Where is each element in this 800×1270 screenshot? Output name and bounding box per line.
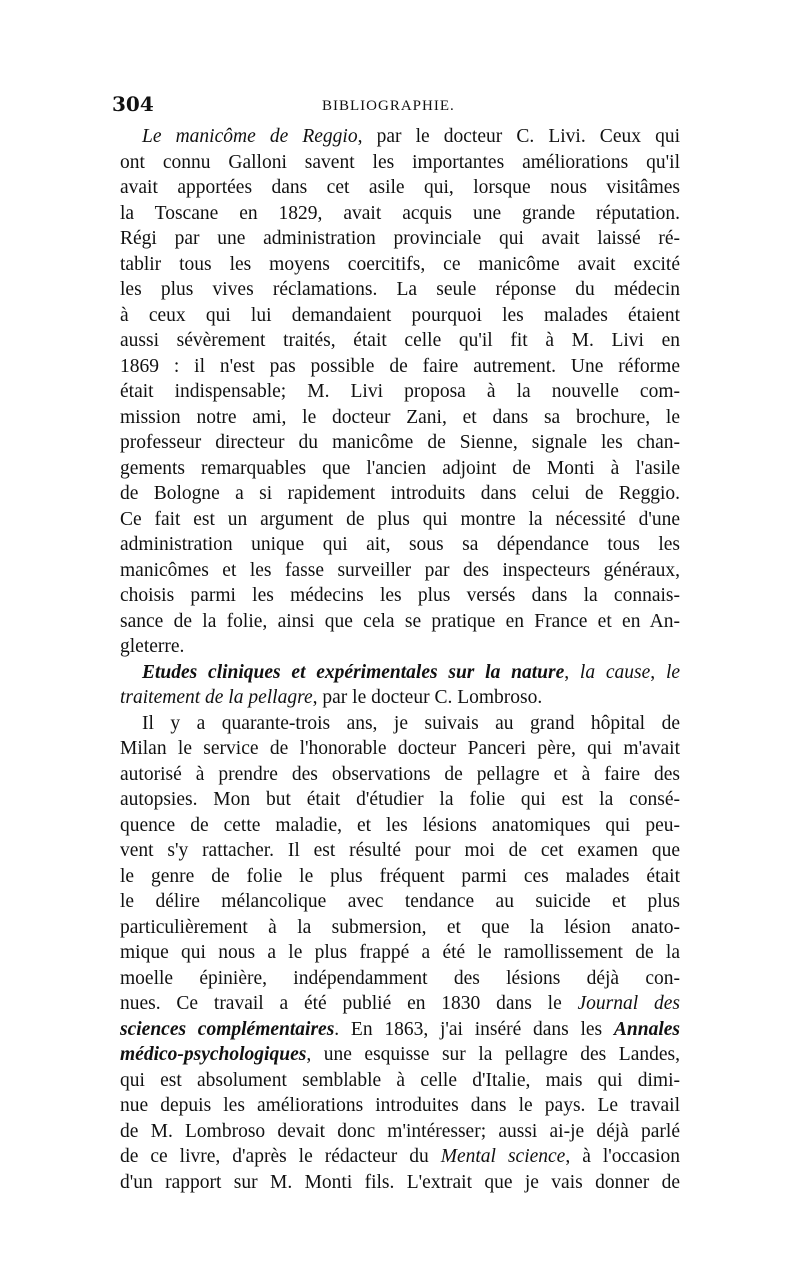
- text-line: manicômes et les fasse surveiller par des inspecteurs généraux,: [120, 559, 680, 581]
- text-span: ,: [650, 661, 666, 683]
- text-line: autopsies. Mon but était d'étudier la folie qui est la consé-: [120, 789, 680, 810]
- text-line: le genre de folie le plus fréquent parmi ces malades était: [120, 865, 680, 887]
- text-line: autorisé à prendre des observations de pellagre et à faire des: [120, 763, 680, 785]
- text-line: [120, 1042, 680, 1068]
- journal-title: sciences complémentaires: [120, 1018, 335, 1040]
- text-line: qui est absolument semblable à celle d'Italie, mais qui dimi-: [120, 1069, 680, 1091]
- text-line: les plus vives réclamations. La seule réponse du médecin: [120, 279, 680, 300]
- page-header: [112, 92, 682, 122]
- running-head: BIBLIOGRAPHIE.: [322, 98, 455, 114]
- text-line: tablir tous les moyens coercitifs, ce manicôme avait excité: [120, 253, 680, 275]
- text-line: était indispensable; M. Livi proposa à la nouvelle com-: [120, 381, 680, 402]
- text-span: , une esquisse sur la pellagre des Landes,: [306, 1044, 680, 1065]
- work-title: la cause: [579, 661, 651, 683]
- text-line: [120, 685, 680, 711]
- text-line: moelle épinière, indépendamment des lésions déjà con-: [120, 967, 680, 989]
- text-line: mission notre ami, le docteur Zani, et dans sa brochure, le: [120, 406, 680, 428]
- text-line: [120, 124, 680, 150]
- text-line: choisis parmi les médecins les plus versés dans la connais-: [120, 585, 680, 606]
- text-line: gleterre.: [120, 636, 185, 657]
- text-line: [120, 991, 680, 1017]
- text-line: mique qui nous a le plus frappé a été le ramollissement de la: [120, 942, 680, 963]
- text-span: , à l'occasion: [565, 1146, 680, 1167]
- text-line: administration unique qui ait, sous sa dépendance tous les: [120, 534, 680, 555]
- journal-title: médico-psychologiques: [120, 1044, 307, 1065]
- text-span: nues. Ce travail a été publié en 1830 dans le: [120, 993, 578, 1014]
- text-line: avait apportées dans cet asile qui, lorsque nous visitâmes: [120, 177, 680, 198]
- text-line: Ce fait est un argument de plus qui montre la nécessité d'une: [120, 508, 680, 530]
- text-line: ont connu Galloni savent les importantes améliorations qu'il: [120, 151, 680, 173]
- text-line: nue depuis les améliorations introduites dans le pays. Le travail: [120, 1095, 680, 1116]
- text-line: vent s'y rattacher. Il est résulté pour moi de cet examen que: [120, 840, 680, 861]
- text-line: le délire mélancolique avec tendance au suicide et plus: [120, 891, 680, 912]
- work-title: Etudes cliniques et expérimentales sur la nature: [142, 661, 565, 683]
- text-line: professeur directeur du manicôme de Sienne, signale les chan-: [120, 432, 680, 453]
- work-title: Le manicôme de Reggio: [142, 126, 358, 147]
- text-line: [120, 1017, 680, 1043]
- journal-title: Journal des: [577, 993, 680, 1014]
- work-title: le: [665, 661, 681, 683]
- text-line: particulièrement à la submersion, et que la lésion anato-: [120, 916, 680, 938]
- journal-title: Mental science: [440, 1146, 566, 1167]
- text-span: , par le docteur C. Livi. Ceux qui: [357, 126, 680, 147]
- text-line: sance de la folie, ainsi que cela se pratique en France et en An-: [120, 610, 680, 632]
- text-line: de Bologne a si rapidement introduits dans celui de Reggio.: [120, 483, 680, 504]
- text-line: de M. Lombroso devait donc m'intéresser; aussi ai-je déjà parlé: [120, 1120, 680, 1142]
- text-line: la Toscane en 1829, avait acquis une grande réputation.: [120, 202, 680, 224]
- body-text: [120, 124, 680, 1195]
- text-line: aussi sévèrement traités, était celle qu'il fit à M. Livi en: [120, 330, 680, 351]
- journal-title: Annales: [613, 1018, 680, 1040]
- text-span: . En 1863, j'ai inséré dans les: [334, 1018, 614, 1040]
- text-span: de ce livre, d'après le rédacteur du: [120, 1146, 441, 1167]
- text-span: , par le docteur C. Lombroso.: [312, 687, 543, 708]
- text-line: [120, 660, 680, 686]
- text-line: Régi par une administration provinciale qui avait laissé ré-: [120, 228, 680, 249]
- text-line: quence de cette maladie, et les lésions anatomiques qui peu-: [120, 814, 680, 836]
- text-span: ,: [564, 661, 580, 683]
- text-line: à ceux qui lui demandaient pourquoi les malades étaient: [120, 304, 680, 326]
- text-line: d'un rapport sur M. Monti fils. L'extrait que je vais donner de: [120, 1171, 680, 1193]
- text-line: gements remarquables que l'ancien adjoint de Monti à l'asile: [120, 457, 680, 479]
- page-number: 304: [112, 92, 154, 116]
- text-line: 1869 : il n'est pas possible de faire autrement. Une réforme: [120, 355, 680, 377]
- text-line: [120, 1144, 680, 1170]
- text-line: Il y a quarante-trois ans, je suivais au grand hôpital de: [142, 712, 680, 734]
- work-title: traitement de la pellagre: [120, 687, 313, 708]
- text-line: Milan le service de l'honorable docteur Panceri père, qui m'avait: [120, 738, 680, 759]
